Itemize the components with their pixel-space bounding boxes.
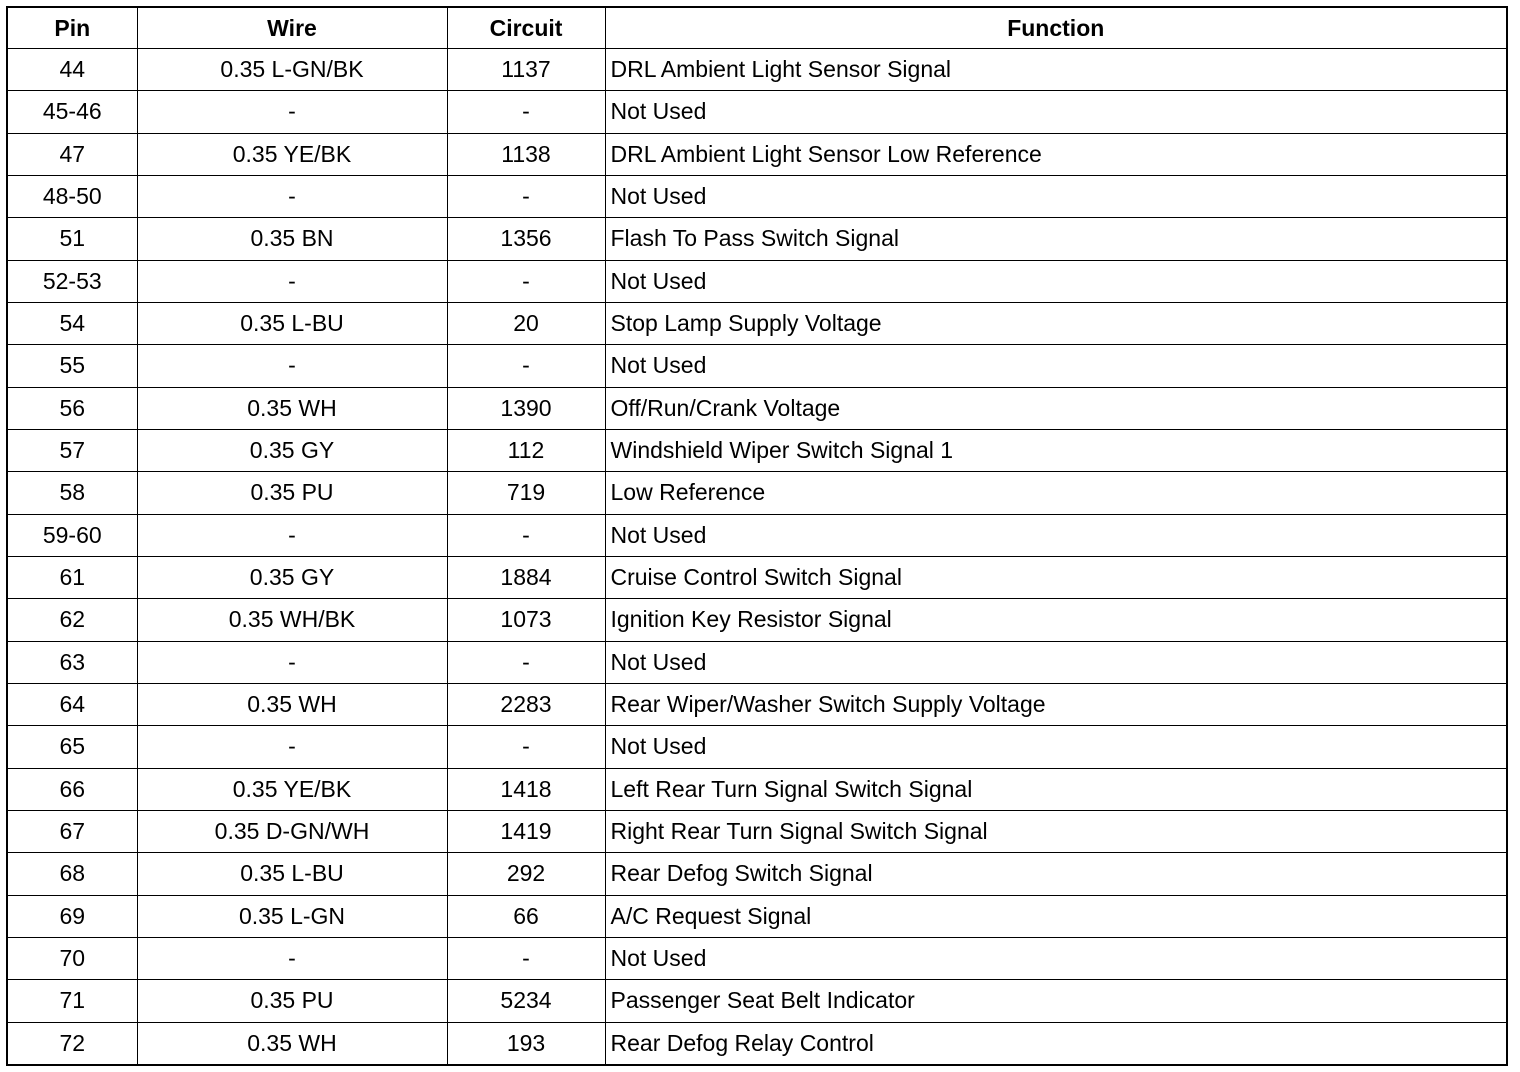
header-circuit: Circuit [447,8,605,49]
table-row [8,514,1506,556]
table-row [8,302,1506,344]
cell-wire: 0.35 GY [137,429,447,471]
cell-pin: 64 [8,683,137,725]
cell-circuit: - [447,260,605,302]
cell-circuit: - [447,345,605,387]
table-row [8,980,1506,1022]
cell-pin: 51 [8,218,137,260]
table-row [8,726,1506,768]
cell-circuit: - [447,91,605,133]
table-row [8,1022,1506,1064]
cell-wire: 0.35 D-GN/WH [137,810,447,852]
cell-function: Ignition Key Resistor Signal [605,599,1506,641]
header-function: Function [605,8,1506,49]
cell-pin: 52-53 [8,260,137,302]
cell-pin: 45-46 [8,91,137,133]
cell-wire: 0.35 L-GN/BK [137,49,447,91]
header-pin: Pin [8,8,137,49]
connector-pinout-table-wrapper [6,6,1508,1066]
cell-wire: - [137,514,447,556]
cell-circuit: 1138 [447,133,605,175]
header-row [8,8,1506,49]
table-row [8,472,1506,514]
cell-circuit: - [447,175,605,217]
cell-function: Not Used [605,91,1506,133]
cell-pin: 44 [8,49,137,91]
cell-function: Right Rear Turn Signal Switch Signal [605,810,1506,852]
cell-circuit: 1884 [447,556,605,598]
header-wire: Wire [137,8,447,49]
cell-circuit: 292 [447,853,605,895]
cell-circuit: 719 [447,472,605,514]
connector-pinout-table [8,8,1506,1064]
cell-wire: - [137,345,447,387]
cell-circuit: 193 [447,1022,605,1064]
cell-function: A/C Request Signal [605,895,1506,937]
table-body [8,49,1506,1065]
cell-wire: 0.35 WH/BK [137,599,447,641]
cell-function: Not Used [605,937,1506,979]
cell-function: Left Rear Turn Signal Switch Signal [605,768,1506,810]
table-row [8,599,1506,641]
cell-wire: - [137,726,447,768]
cell-wire: 0.35 YE/BK [137,133,447,175]
cell-pin: 54 [8,302,137,344]
cell-function: DRL Ambient Light Sensor Low Reference [605,133,1506,175]
table-row [8,133,1506,175]
cell-wire: - [137,937,447,979]
cell-wire: 0.35 L-GN [137,895,447,937]
cell-wire: - [137,641,447,683]
cell-circuit: 1137 [447,49,605,91]
cell-pin: 47 [8,133,137,175]
cell-pin: 58 [8,472,137,514]
cell-function: Windshield Wiper Switch Signal 1 [605,429,1506,471]
cell-function: Not Used [605,260,1506,302]
cell-pin: 65 [8,726,137,768]
cell-circuit: 5234 [447,980,605,1022]
cell-function: Rear Defog Switch Signal [605,853,1506,895]
cell-circuit: 112 [447,429,605,471]
cell-circuit: - [447,514,605,556]
table-row [8,345,1506,387]
cell-wire: 0.35 WH [137,1022,447,1064]
cell-circuit: 66 [447,895,605,937]
table-row [8,683,1506,725]
cell-pin: 56 [8,387,137,429]
cell-pin: 63 [8,641,137,683]
cell-wire: - [137,260,447,302]
cell-function: Not Used [605,175,1506,217]
cell-circuit: 1356 [447,218,605,260]
table-row [8,641,1506,683]
cell-circuit: 1418 [447,768,605,810]
cell-pin: 71 [8,980,137,1022]
cell-circuit: 1390 [447,387,605,429]
table-row [8,810,1506,852]
cell-pin: 55 [8,345,137,387]
table-row [8,49,1506,91]
table-row [8,853,1506,895]
cell-wire: - [137,175,447,217]
cell-function: Low Reference [605,472,1506,514]
cell-wire: - [137,91,447,133]
table-row [8,768,1506,810]
cell-circuit: 1419 [447,810,605,852]
table-row [8,387,1506,429]
cell-pin: 72 [8,1022,137,1064]
cell-function: Not Used [605,514,1506,556]
cell-pin: 66 [8,768,137,810]
cell-wire: 0.35 PU [137,472,447,514]
cell-function: Cruise Control Switch Signal [605,556,1506,598]
cell-wire: 0.35 WH [137,683,447,725]
cell-wire: 0.35 YE/BK [137,768,447,810]
table-row [8,937,1506,979]
table-row [8,556,1506,598]
cell-function: Stop Lamp Supply Voltage [605,302,1506,344]
cell-pin: 67 [8,810,137,852]
cell-pin: 68 [8,853,137,895]
cell-wire: 0.35 L-BU [137,302,447,344]
cell-function: DRL Ambient Light Sensor Signal [605,49,1506,91]
cell-function: Off/Run/Crank Voltage [605,387,1506,429]
table-row [8,429,1506,471]
cell-pin: 69 [8,895,137,937]
cell-circuit: 1073 [447,599,605,641]
cell-function: Passenger Seat Belt Indicator [605,980,1506,1022]
cell-circuit: 20 [447,302,605,344]
cell-pin: 59-60 [8,514,137,556]
table-header [8,8,1506,49]
cell-pin: 61 [8,556,137,598]
cell-circuit: - [447,641,605,683]
table-row [8,260,1506,302]
cell-wire: 0.35 BN [137,218,447,260]
table-row [8,895,1506,937]
cell-pin: 48-50 [8,175,137,217]
cell-function: Flash To Pass Switch Signal [605,218,1506,260]
cell-wire: 0.35 GY [137,556,447,598]
cell-function: Not Used [605,641,1506,683]
cell-circuit: - [447,937,605,979]
cell-pin: 62 [8,599,137,641]
cell-circuit: - [447,726,605,768]
cell-function: Not Used [605,345,1506,387]
cell-wire: 0.35 WH [137,387,447,429]
table-row [8,91,1506,133]
cell-wire: 0.35 L-BU [137,853,447,895]
table-row [8,175,1506,217]
table-row [8,218,1506,260]
cell-function: Not Used [605,726,1506,768]
cell-function: Rear Defog Relay Control [605,1022,1506,1064]
cell-wire: 0.35 PU [137,980,447,1022]
cell-circuit: 2283 [447,683,605,725]
cell-pin: 57 [8,429,137,471]
cell-pin: 70 [8,937,137,979]
cell-function: Rear Wiper/Washer Switch Supply Voltage [605,683,1506,725]
